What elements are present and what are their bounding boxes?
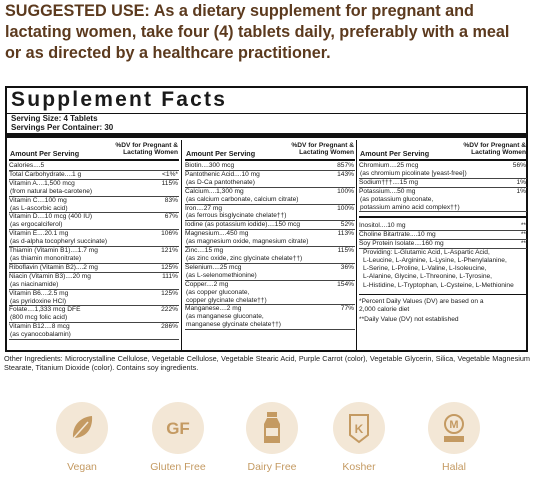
- nutrient-source: (as L-ascorbic acid): [10, 204, 68, 212]
- nutrient-name: Magnesium: [185, 230, 220, 238]
- leader-dots: ....: [409, 231, 418, 239]
- nutrient-source: (as ferrous bisglycinate chelate††): [186, 212, 287, 220]
- nutrient-row: [185, 221, 355, 229]
- suggested-use-text: As a dietary supplement for pregnant and lactating women, take four (4) tablets daily, preferably with a meal or as directed by a healthcare practitioner.: [5, 2, 510, 62]
- badge-dairy-free: [224, 397, 320, 473]
- nutrient-name: Iodine (as potassium iodide): [185, 221, 268, 229]
- leader-dots: ....: [27, 306, 35, 314]
- nutrient-amount: 1 g: [72, 170, 82, 178]
- nutrient-source: (as cyanocobalamin): [10, 331, 71, 339]
- nutrient-dv: 83%: [164, 196, 178, 204]
- nutrient-list: [185, 161, 355, 330]
- leader-dots: ....: [37, 230, 45, 238]
- leader-dots: ....: [37, 213, 45, 221]
- badge-halal: [406, 397, 502, 473]
- gf-mark: GF: [166, 419, 190, 438]
- leader-dots: ....: [37, 196, 45, 204]
- nutrient-amount: 25 mcg: [219, 263, 242, 271]
- column-divider: [181, 140, 182, 350]
- nutrient-row: [9, 162, 179, 170]
- serving-size: Serving Size: 4 Tablets: [11, 114, 98, 123]
- nutrient-amount: 15 mg: [204, 247, 224, 255]
- row-divider: [359, 211, 527, 212]
- leader-dots: ....: [64, 170, 73, 178]
- nutrient-amount: 5: [40, 162, 45, 169]
- nutrient-dv: **: [520, 231, 526, 239]
- certification-badges: [0, 397, 533, 499]
- nutrient-source: copper glycinate chelate††): [186, 296, 267, 304]
- nutrient-list: [9, 161, 179, 340]
- nutrient-dv: 77%: [340, 305, 354, 313]
- nutrient-list: [359, 161, 527, 212]
- nutrient-row: [9, 306, 179, 314]
- nutrient-dv: 113%: [337, 230, 354, 238]
- nutrient-source: (as copper gluconate,: [186, 288, 250, 296]
- leader-dots: ....: [196, 204, 204, 212]
- nutrient-amount: 1.7 mg: [77, 247, 98, 255]
- leader-dots: ....: [65, 272, 73, 280]
- nutrient-source: potassium amino acid complex††): [360, 203, 460, 211]
- nutrient-source: (as d-alpha tocopheryl succinate): [10, 238, 108, 246]
- leader-dots: ....: [219, 305, 227, 313]
- nutrient-amount: 2.5 mg: [48, 289, 69, 297]
- badge-circle: [246, 402, 298, 454]
- nutrient-source: (from natural beta-carotene): [10, 187, 93, 195]
- nutrient-name: Vitamin A: [9, 179, 37, 187]
- leaf-icon: [56, 402, 108, 454]
- badge-label: Gluten Free: [150, 461, 206, 473]
- leader-dots: ....: [40, 289, 49, 297]
- nutrient-amount: 160 mg: [421, 240, 444, 248]
- nutrient-amount: 100 mg: [44, 196, 67, 204]
- halal-mark: M: [449, 419, 459, 431]
- servings-per-container: Servings Per Container: 30: [11, 123, 114, 132]
- nutrient-source: (as chromium picolinate [yeast-free]): [360, 169, 467, 177]
- nutrient-amount: 10 mg: [241, 170, 260, 178]
- nutrient-name: Folate: [9, 306, 28, 314]
- leader-dots: ....: [267, 221, 275, 229]
- nutrient-dv: 154%: [337, 280, 354, 288]
- kosher-mark: K: [354, 422, 364, 436]
- amino-acid-list: [359, 249, 527, 289]
- leader-dots: ....: [33, 162, 41, 169]
- nutrient-amount: 1,333 mcg DFE: [34, 306, 81, 314]
- leader-dots: ....: [379, 222, 388, 230]
- thick-rule: [7, 133, 526, 138]
- facts-column-2: [185, 140, 355, 350]
- leader-dots: ....: [234, 170, 242, 178]
- nutrient-amount: 2 mg: [226, 305, 242, 313]
- nutrient-dv: 222%: [161, 306, 178, 314]
- leader-dots: ....: [197, 247, 205, 255]
- nutrient-name: Potassium: [359, 187, 390, 195]
- nutrient-source: (as thiamin mononitrate): [10, 254, 82, 262]
- column-header: [185, 140, 355, 161]
- nutrient-row: [185, 205, 355, 213]
- leader-dots: ....: [70, 247, 78, 255]
- dv-header: %DV for Pregnant & Lactating Women: [115, 142, 178, 157]
- nutrient-amount: 10 mg: [417, 231, 436, 239]
- nutrient-name: Soy Protein Isolate: [359, 240, 415, 248]
- badge-circle: [428, 402, 480, 454]
- nutrient-source: (as pyridoxine HCl): [10, 297, 67, 305]
- nutrient-row: [185, 162, 355, 170]
- nutrient-amount: 10 mcg (400 IU): [44, 213, 93, 221]
- nutrient-row: [9, 197, 179, 205]
- suggested-use-heading: SUGGESTED USE:: [5, 2, 150, 20]
- nutrient-dv: 115%: [337, 247, 354, 255]
- nutrient-dv: <1%*: [162, 170, 178, 178]
- badge-vegan: [34, 397, 130, 473]
- nutrient-name: Biotin: [185, 162, 202, 169]
- badge-circle: [152, 402, 204, 454]
- nutrient-amount: 15 mg: [399, 178, 419, 186]
- nutrient-dv: **: [520, 222, 526, 230]
- nutrient-row: [359, 231, 527, 239]
- nutrient-dv: 67%: [164, 213, 178, 221]
- nutrient-source: (as L-selenomethionine): [186, 271, 257, 279]
- nutrient-dv: 52%: [340, 221, 354, 229]
- nutrient-name: Niacin (Vitamin B3): [9, 272, 66, 280]
- nutrient-amount: 300 mcg: [208, 162, 235, 169]
- nutrient-row: [359, 179, 527, 187]
- nutrient-name: Manganese: [185, 305, 220, 313]
- nutrient-row: [185, 305, 355, 313]
- nutrient-name: Zinc: [185, 247, 198, 255]
- leader-dots: ....: [206, 280, 214, 288]
- nutrient-amount: 2 mg: [83, 263, 98, 271]
- leader-dots: ....: [219, 230, 227, 238]
- badge-label: Vegan: [67, 461, 97, 473]
- nutrient-name: Vitamin B6: [9, 289, 41, 297]
- nutrient-name: Riboflavin (Vitamin B2): [9, 263, 76, 271]
- nutrient-name: Vitamin D: [9, 213, 38, 221]
- nutrient-dv: 56%: [512, 162, 526, 169]
- leader-dots: ....: [75, 263, 84, 271]
- nutrient-dv: 286%: [161, 323, 178, 331]
- amount-header: Amount Per Serving: [360, 149, 430, 158]
- nutrient-dv: 115%: [161, 179, 178, 187]
- nutrient-source: (as ergocalciferol): [10, 221, 63, 229]
- nutrient-amount: 450 mg: [226, 230, 249, 238]
- dv-header: %DV for Pregnant & Lactating Women: [291, 142, 354, 157]
- nutrient-amount: 150 mcg: [274, 221, 301, 229]
- nutrient-amount: 20 mg: [72, 272, 91, 280]
- nutrient-dv: 857%: [337, 162, 354, 169]
- nutrient-row: [359, 162, 527, 170]
- nutrient-amount: 8 mcg: [51, 323, 70, 331]
- badge-label: Dairy Free: [247, 461, 297, 473]
- suggested-use: [5, 1, 530, 64]
- nutrient-dv: 125%: [161, 263, 178, 271]
- nutrient-row: [9, 264, 179, 272]
- nutrient-row: [9, 180, 179, 188]
- nutrient-name: Pantothenic Acid: [185, 170, 235, 178]
- nutrient-source: (as niacinamide): [10, 280, 59, 288]
- badge-circle: [333, 402, 385, 454]
- facts-column-1: [9, 140, 179, 350]
- nutrient-row: [185, 247, 355, 255]
- nutrient-name: Copper: [185, 280, 207, 288]
- nutrient-source: (as manganese gluconate,: [186, 313, 264, 321]
- footnote-dv: *Percent Daily Values (DV) are based on a 2,000 calorie diet: [359, 297, 484, 313]
- nutrient-row: [9, 273, 179, 281]
- nutrient-amount: 2 mg: [213, 280, 229, 288]
- milk-bottle-icon: [246, 402, 298, 454]
- amino-acid-line: L-Serine, L-Proline, L-Valine, L-Isoleucine,: [363, 265, 487, 273]
- nutrient-name: Calories: [9, 162, 34, 169]
- leader-dots: ....: [392, 178, 400, 186]
- nutrient-row: [185, 230, 355, 238]
- row-divider: [9, 339, 179, 340]
- nutrient-row: [359, 188, 527, 196]
- nutrient-source: (as calcium carbonate, calcium citrate): [186, 195, 299, 203]
- nutrient-dv: 1%: [516, 178, 526, 186]
- kosher-icon: [333, 402, 385, 454]
- facts-title: Supplement Facts: [11, 88, 228, 111]
- nutrient-name: Choline Bitartrate: [359, 231, 410, 239]
- leader-dots: ....: [389, 187, 398, 195]
- nutrient-dv: 1%: [516, 187, 526, 195]
- badge-kosher: [311, 397, 407, 473]
- nutrient-name: Iron: [185, 204, 197, 212]
- nutrient-row: [185, 171, 355, 179]
- gf-icon: [152, 402, 204, 454]
- leader-dots: ....: [201, 162, 209, 169]
- nutrient-source: (800 mcg folic acid): [10, 314, 68, 322]
- nutrient-amount: 25 mcg: [396, 162, 419, 169]
- nutrient-dv: 143%: [337, 170, 354, 178]
- nutrient-row: [9, 323, 179, 331]
- nutrient-row: [9, 213, 179, 221]
- nutrient-name: Vitamin B12: [9, 323, 45, 331]
- other-ingredients-block: [359, 216, 527, 289]
- nutrient-name: Calcium: [185, 187, 209, 195]
- nutrient-source: (as magnesium oxide, magnesium citrate): [186, 238, 309, 246]
- nutrient-row: [185, 188, 355, 196]
- badge-gluten-free: [130, 397, 226, 473]
- nutrient-row: [9, 290, 179, 298]
- nutrient-source: manganese glycinate chelate††): [186, 321, 281, 329]
- nutrient-name: Total Carbohydrate: [9, 170, 65, 178]
- badge-label: Halal: [442, 461, 466, 473]
- halal-seal-icon: [428, 402, 480, 454]
- nutrient-dv: 36%: [340, 263, 354, 271]
- footnotes: [359, 294, 527, 325]
- amount-header: Amount Per Serving: [186, 149, 256, 158]
- amount-header: Amount Per Serving: [10, 149, 80, 158]
- nutrient-name: Chromium: [359, 162, 390, 169]
- nutrient-row: [185, 264, 355, 272]
- nutrient-row: [359, 222, 527, 230]
- amino-acid-line: L-Leucine, L-Arginine, L-Lysine, L-Phenylalanine,: [363, 257, 507, 265]
- nutrient-dv: 100%: [337, 187, 354, 195]
- column-header: [9, 140, 179, 161]
- nutrient-amount: 20.1 mg: [44, 230, 69, 238]
- nutrient-amount: 1,300 mg: [216, 187, 244, 195]
- nutrient-list: [359, 222, 527, 249]
- leader-dots: ....: [36, 179, 45, 187]
- supplement-facts-panel: [5, 86, 528, 352]
- dv-header: %DV for Pregnant & Lactating Women: [463, 142, 526, 157]
- leader-dots: ....: [44, 323, 52, 331]
- nutrient-dv: 121%: [161, 247, 178, 255]
- nutrient-amount: 50 mg: [397, 187, 416, 195]
- badge-circle: [56, 402, 108, 454]
- amino-acid-line: L-Alanine, Glycine, L-Threonine, L-Tyrosine,: [363, 273, 493, 281]
- nutrient-dv: 106%: [161, 230, 178, 238]
- nutrient-amount: 1,500 mcg: [44, 179, 75, 187]
- column-header: [359, 140, 527, 161]
- footnote-not-established: **Daily Value (DV) not established: [359, 316, 459, 324]
- nutrient-name: Vitamin C: [9, 196, 38, 204]
- nutrient-name: Selenium: [185, 263, 213, 271]
- nutrient-source: (as D-Ca pantothenate): [186, 178, 255, 186]
- facts-column-3: [359, 140, 527, 350]
- amino-acid-line: L-Histidine, L-Tryptophan, L-Cysteine, L-Methionine: [363, 281, 514, 289]
- nutrient-source: (as potassium gluconate,: [360, 195, 434, 203]
- amino-acid-line: Providing: L-Glutamic Acid, L-Aspartic Acid,: [363, 249, 490, 257]
- leader-dots: ....: [389, 162, 397, 169]
- nutrient-name: Vitamin E: [9, 230, 38, 238]
- leader-dots: ....: [212, 263, 220, 271]
- nutrient-name: Sodium†††: [359, 178, 393, 186]
- nutrient-amount: 27 mg: [203, 204, 223, 212]
- nutrient-dv: **: [520, 240, 526, 248]
- column-divider: [356, 140, 357, 350]
- other-ingredients: Other Ingredients: Microcrystalline Cellulose, Vegetable Cellulose, Vegetable Stearic Acid, Purple Carrot (color), Vegetable Glycerin, Silica, Vegetable Magnesium Stearate, Titanium Dioxide (color). Contains soy ingredients.: [4, 354, 530, 373]
- nutrient-dv: 100%: [337, 204, 354, 212]
- nutrient-row: [9, 171, 179, 179]
- nutrient-row: [9, 247, 179, 255]
- nutrient-amount: 10 mg: [387, 222, 406, 230]
- nutrient-source: (as zinc oxide, zinc glycinate chelate††): [186, 254, 303, 262]
- leader-dots: ....: [208, 187, 217, 195]
- nutrient-row: [359, 240, 527, 248]
- leader-dots: ....: [414, 240, 422, 248]
- nutrient-name: Thiamin (Vitamin B1): [9, 247, 71, 255]
- nutrient-dv: 111%: [162, 272, 178, 280]
- nutrient-dv: 125%: [161, 289, 178, 297]
- badge-label: Kosher: [342, 461, 376, 473]
- nutrient-name: Inositol: [359, 222, 380, 230]
- row-divider: [185, 329, 355, 330]
- nutrient-row: [9, 230, 179, 238]
- nutrient-row: [185, 281, 355, 289]
